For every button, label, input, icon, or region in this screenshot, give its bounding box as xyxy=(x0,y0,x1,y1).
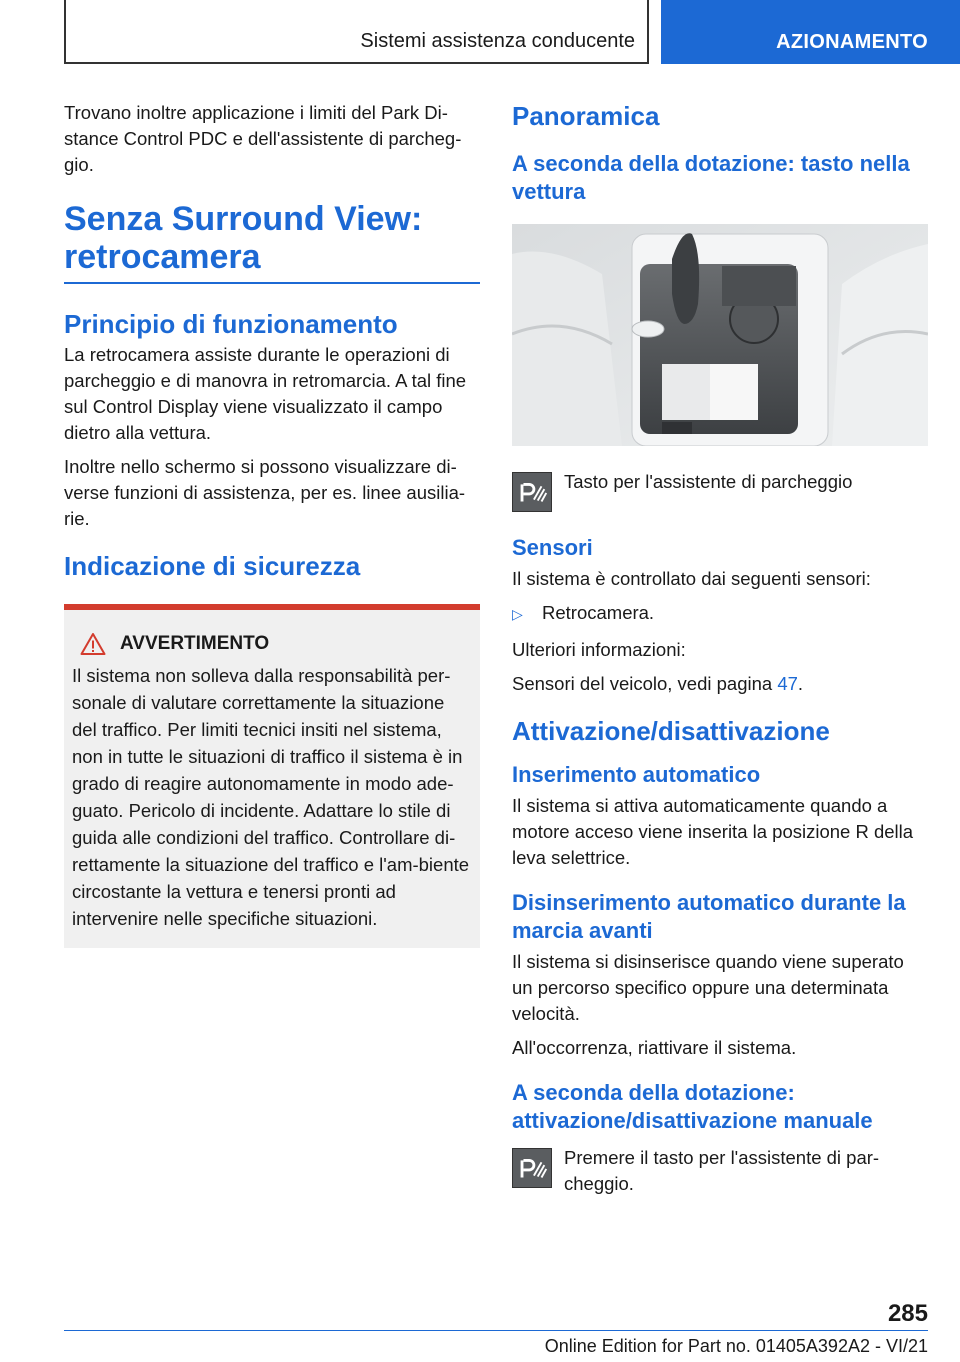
bullet-item xyxy=(512,600,928,627)
section-title-retrocamera: Senza Surround View: retrocamera xyxy=(64,200,480,284)
heading-disinserimento: Disinserimento automatico durante la marcia avanti xyxy=(512,890,906,943)
heading-attivazione: Attivazione/disattivazione xyxy=(512,716,830,746)
manuale-row xyxy=(512,1145,928,1197)
bullet-marker: ▷ xyxy=(512,606,523,622)
disinserimento-paragraph: Il sistema si disinserisce quando viene superato un percorso specifico oppure una determinata velocità. xyxy=(512,951,904,1024)
principio-paragraph-1: La retrocamera assiste durante le operazioni di parcheggio e di manovra in retromarcia. A tal fine sul Control Display viene visualizzato il campo dietro alla vettura. xyxy=(64,344,467,443)
heading-panoramica: Panoramica xyxy=(512,101,660,131)
principio-paragraph-2: Inoltre nello schermo si possono visualizzare di-verse funzioni di assistenza, per es. linee ausilia-rie. xyxy=(64,456,466,529)
right-column xyxy=(512,100,928,1219)
heading-sicurezza: Indicazione di sicurezza xyxy=(64,551,361,581)
heading-manuale: A seconda della dotazione: attivazione/disattivazione manuale xyxy=(512,1080,873,1133)
center-console-image xyxy=(512,224,928,446)
page-link-47[interactable]: 47 xyxy=(777,673,798,694)
header-section-box xyxy=(64,0,649,64)
bullet-text: Retrocamera. xyxy=(542,602,655,623)
park-assist-button-icon xyxy=(512,472,552,512)
footer-divider xyxy=(64,1330,928,1331)
manuale-paragraph: Premere il tasto per l'assistente di par-cheggio. xyxy=(564,1147,880,1194)
left-column xyxy=(64,100,480,948)
sensori-reference-end: . xyxy=(797,673,804,694)
warning-title: AVVERTIMENTO xyxy=(120,633,270,654)
park-assist-button-icon xyxy=(512,1148,552,1188)
warning-header xyxy=(72,632,472,656)
inserimento-paragraph: Il sistema si attiva automaticamente quando a motore acceso viene inserita la posizione R della leva selettrice. xyxy=(512,795,914,868)
header-chapter-tab xyxy=(661,0,960,64)
image-caption: Tasto per l'assistente di parcheggio xyxy=(564,471,853,492)
heading-dotazione-tasto: A seconda della dotazione: tasto nella vettura xyxy=(512,151,910,204)
warning-triangle-icon xyxy=(80,632,106,656)
sensori-reference-text: Sensori del veicolo, vedi pagina xyxy=(512,673,773,694)
heading-inserimento: Inserimento automatico xyxy=(512,762,761,787)
riattivare-paragraph: All'occorrenza, riattivare il sistema. xyxy=(512,1037,797,1058)
header-section-title: Sistemi assistenza conducente xyxy=(360,30,635,52)
caption-row xyxy=(512,469,928,512)
warning-box xyxy=(64,604,480,948)
header-chapter-title: AZIONAMENTO xyxy=(776,31,928,53)
page-number: 285 xyxy=(887,1300,928,1327)
heading-principio: Principio di funzionamento xyxy=(64,309,398,339)
heading-sensori: Sensori xyxy=(512,535,593,560)
intro-paragraph: Trovano inoltre applicazione i limiti del Park Di-stance Control PDC e dell'assistente di parcheg-gio. xyxy=(64,102,462,175)
warning-text: Il sistema non solleva dalla responsabilità per-sonale di valutare correttamente la situazione del traffico. Per limiti tecnici insiti nel sistema, non in tutte le situazioni di traffico il sistema è in grado di reagire autonomamente in modo ade-guato. Pericolo di incidente. Adattare lo stile di guida alle condizioni del traffico. Controllare di-rettamente la situazione del traffico e l'am-biente circostante la vettura e tenersi pronti ad intervenire nelle specifiche situazioni. xyxy=(72,665,470,929)
sensori-reference xyxy=(512,671,928,697)
sensori-paragraph: Il sistema è controllato dai seguenti sensori: xyxy=(512,568,871,589)
footer-edition: Online Edition for Part no. 01405A392A2 - VI/21 xyxy=(544,1336,928,1356)
ulteriori-label: Ulteriori informazioni: xyxy=(512,639,686,660)
